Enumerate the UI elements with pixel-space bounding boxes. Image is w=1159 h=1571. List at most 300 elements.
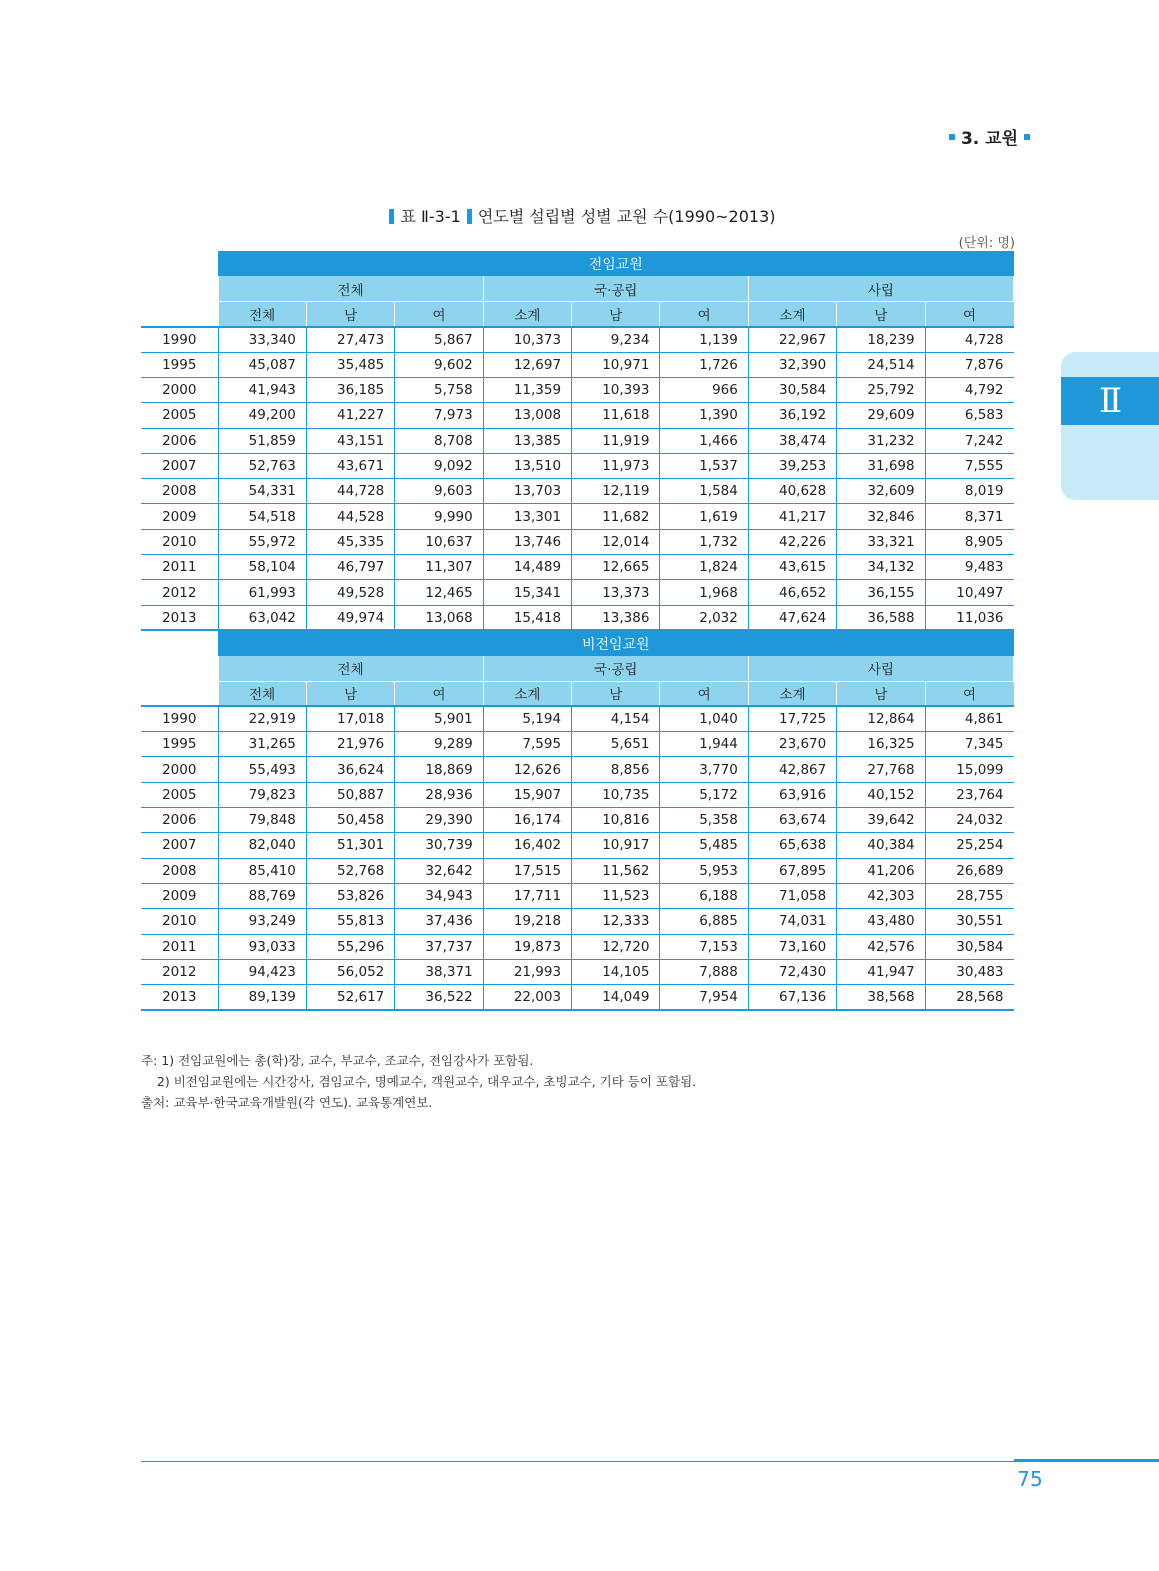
table-row — [141, 858, 1014, 883]
value-cell: 55,493 — [218, 757, 306, 782]
value-cell: 49,974 — [306, 605, 394, 630]
value-cell: 12,864 — [837, 706, 925, 731]
value-cell: 5,172 — [660, 782, 748, 807]
value-cell: 5,358 — [660, 808, 748, 833]
value-cell: 7,555 — [925, 453, 1013, 478]
value-cell: 7,242 — [925, 428, 1013, 453]
value-cell: 46,797 — [306, 555, 394, 580]
value-cell: 1,466 — [660, 428, 748, 453]
table-row — [141, 428, 1014, 453]
year-cell: 2010 — [141, 909, 218, 934]
value-cell: 13,385 — [483, 428, 571, 453]
subgroup-header: 전체 — [218, 656, 483, 681]
year-cell: 2005 — [141, 403, 218, 428]
value-cell: 30,483 — [925, 959, 1013, 984]
value-cell: 36,588 — [837, 605, 925, 630]
value-cell: 30,584 — [925, 934, 1013, 959]
year-cell: 2006 — [141, 428, 218, 453]
value-cell: 34,132 — [837, 555, 925, 580]
value-cell: 25,254 — [925, 833, 1013, 858]
value-cell: 55,813 — [306, 909, 394, 934]
subgroup-row — [141, 656, 1014, 681]
value-cell: 13,386 — [572, 605, 660, 630]
value-cell: 31,232 — [837, 428, 925, 453]
footer-accent-rule — [1014, 1459, 1159, 1462]
value-cell: 1,619 — [660, 504, 748, 529]
value-cell: 27,768 — [837, 757, 925, 782]
value-cell: 41,227 — [306, 403, 394, 428]
value-cell: 16,174 — [483, 808, 571, 833]
square-bullet-icon — [1024, 134, 1030, 140]
value-cell: 2,032 — [660, 605, 748, 630]
title-bar-icon — [467, 209, 472, 224]
value-cell: 51,301 — [306, 833, 394, 858]
subgroup-header: 국·공립 — [483, 276, 748, 301]
value-cell: 63,042 — [218, 605, 306, 630]
table-row — [141, 883, 1014, 908]
column-header-row — [141, 681, 1014, 706]
value-cell: 13,373 — [572, 580, 660, 605]
value-cell: 43,151 — [306, 428, 394, 453]
value-cell: 17,725 — [748, 706, 836, 731]
value-cell: 1,824 — [660, 555, 748, 580]
value-cell: 61,993 — [218, 580, 306, 605]
value-cell: 94,423 — [218, 959, 306, 984]
value-cell: 52,763 — [218, 453, 306, 478]
data-table — [141, 251, 1014, 1011]
value-cell: 39,253 — [748, 453, 836, 478]
table-row — [141, 580, 1014, 605]
page-number: 75 — [1017, 1467, 1043, 1491]
value-cell: 1,390 — [660, 403, 748, 428]
value-cell: 9,483 — [925, 555, 1013, 580]
column-header: 여 — [660, 302, 748, 327]
value-cell: 67,895 — [748, 858, 836, 883]
value-cell: 12,333 — [572, 909, 660, 934]
table-row — [141, 732, 1014, 757]
year-cell: 2011 — [141, 934, 218, 959]
value-cell: 38,568 — [837, 985, 925, 1010]
note-line: 출처: 교육부·한국교육개발원(각 연도). 교육통계연보. — [141, 1095, 433, 1110]
value-cell: 11,523 — [572, 883, 660, 908]
subgroup-header: 전체 — [218, 276, 483, 301]
unit-note: (단위: 명) — [958, 236, 1015, 251]
year-cell: 2007 — [141, 453, 218, 478]
value-cell: 11,359 — [483, 377, 571, 402]
value-cell: 44,528 — [306, 504, 394, 529]
table-row — [141, 605, 1014, 630]
value-cell: 24,514 — [837, 352, 925, 377]
value-cell: 1,968 — [660, 580, 748, 605]
value-cell: 88,769 — [218, 883, 306, 908]
value-cell: 5,758 — [395, 377, 483, 402]
year-cell: 2012 — [141, 959, 218, 984]
value-cell: 3,770 — [660, 757, 748, 782]
value-cell: 5,867 — [395, 327, 483, 352]
column-header: 남 — [572, 302, 660, 327]
value-cell: 18,869 — [395, 757, 483, 782]
value-cell: 22,003 — [483, 985, 571, 1010]
value-cell: 11,973 — [572, 453, 660, 478]
section-title-row — [141, 251, 1014, 276]
table-row — [141, 529, 1014, 554]
value-cell: 11,682 — [572, 504, 660, 529]
year-cell: 2012 — [141, 580, 218, 605]
subgroup-header: 국·공립 — [483, 656, 748, 681]
value-cell: 40,384 — [837, 833, 925, 858]
value-cell: 19,873 — [483, 934, 571, 959]
value-cell: 14,105 — [572, 959, 660, 984]
value-cell: 11,562 — [572, 858, 660, 883]
value-cell: 11,307 — [395, 555, 483, 580]
value-cell: 45,335 — [306, 529, 394, 554]
value-cell: 56,052 — [306, 959, 394, 984]
value-cell: 9,603 — [395, 479, 483, 504]
value-cell: 36,624 — [306, 757, 394, 782]
value-cell: 33,340 — [218, 327, 306, 352]
value-cell: 21,993 — [483, 959, 571, 984]
table-row — [141, 327, 1014, 352]
section-title: 전임교원 — [218, 251, 1014, 276]
table-row — [141, 934, 1014, 959]
value-cell: 11,919 — [572, 428, 660, 453]
value-cell: 30,739 — [395, 833, 483, 858]
section-header — [900, 124, 1030, 149]
value-cell: 37,737 — [395, 934, 483, 959]
value-cell: 41,943 — [218, 377, 306, 402]
value-cell: 9,602 — [395, 352, 483, 377]
column-header: 여 — [660, 681, 748, 706]
value-cell: 32,609 — [837, 479, 925, 504]
column-header: 여 — [925, 681, 1013, 706]
column-header: 소계 — [748, 302, 836, 327]
value-cell: 5,901 — [395, 706, 483, 731]
value-cell: 29,390 — [395, 808, 483, 833]
year-cell: 2000 — [141, 757, 218, 782]
section-title-row — [141, 630, 1014, 655]
value-cell: 5,194 — [483, 706, 571, 731]
chapter-tab-label: Ⅱ — [1061, 377, 1159, 425]
value-cell: 8,905 — [925, 529, 1013, 554]
year-cell: 2005 — [141, 782, 218, 807]
value-cell: 9,289 — [395, 732, 483, 757]
table-row — [141, 833, 1014, 858]
subgroup-row — [141, 276, 1014, 301]
value-cell: 10,393 — [572, 377, 660, 402]
value-cell: 55,296 — [306, 934, 394, 959]
column-header-row — [141, 302, 1014, 327]
year-cell: 2000 — [141, 377, 218, 402]
table-row — [141, 555, 1014, 580]
value-cell: 41,947 — [837, 959, 925, 984]
value-cell: 41,217 — [748, 504, 836, 529]
value-cell: 41,206 — [837, 858, 925, 883]
value-cell: 8,856 — [572, 757, 660, 782]
year-cell: 1990 — [141, 706, 218, 731]
value-cell: 1,732 — [660, 529, 748, 554]
table-row — [141, 479, 1014, 504]
value-cell: 12,720 — [572, 934, 660, 959]
column-header: 여 — [395, 681, 483, 706]
value-cell: 11,618 — [572, 403, 660, 428]
table-row — [141, 403, 1014, 428]
value-cell: 13,510 — [483, 453, 571, 478]
value-cell: 34,943 — [395, 883, 483, 908]
section-title: 비전임교원 — [218, 630, 1014, 655]
value-cell: 82,040 — [218, 833, 306, 858]
value-cell: 10,735 — [572, 782, 660, 807]
year-cell: 1990 — [141, 327, 218, 352]
value-cell: 19,218 — [483, 909, 571, 934]
value-cell: 30,551 — [925, 909, 1013, 934]
table-row — [141, 909, 1014, 934]
value-cell: 72,430 — [748, 959, 836, 984]
value-cell: 23,764 — [925, 782, 1013, 807]
value-cell: 4,861 — [925, 706, 1013, 731]
value-cell: 29,609 — [837, 403, 925, 428]
table-row — [141, 706, 1014, 731]
value-cell: 32,390 — [748, 352, 836, 377]
value-cell: 28,568 — [925, 985, 1013, 1010]
value-cell: 22,919 — [218, 706, 306, 731]
value-cell: 6,188 — [660, 883, 748, 908]
value-cell: 53,826 — [306, 883, 394, 908]
value-cell: 966 — [660, 377, 748, 402]
value-cell: 42,303 — [837, 883, 925, 908]
column-header: 남 — [837, 681, 925, 706]
table-row — [141, 453, 1014, 478]
table-title-prefix: 표 Ⅱ-3-1 — [400, 207, 461, 226]
subgroup-header: 사립 — [748, 656, 1013, 681]
blank-cell — [141, 276, 218, 301]
value-cell: 7,595 — [483, 732, 571, 757]
column-header: 전체 — [218, 302, 306, 327]
year-cell: 2006 — [141, 808, 218, 833]
value-cell: 38,371 — [395, 959, 483, 984]
value-cell: 32,642 — [395, 858, 483, 883]
value-cell: 46,652 — [748, 580, 836, 605]
value-cell: 79,848 — [218, 808, 306, 833]
table-row — [141, 377, 1014, 402]
value-cell: 49,528 — [306, 580, 394, 605]
year-cell: 2009 — [141, 504, 218, 529]
value-cell: 40,628 — [748, 479, 836, 504]
section-title: 3. 교원 — [960, 129, 1018, 149]
value-cell: 1,944 — [660, 732, 748, 757]
value-cell: 58,104 — [218, 555, 306, 580]
value-cell: 85,410 — [218, 858, 306, 883]
column-header: 소계 — [483, 302, 571, 327]
value-cell: 44,728 — [306, 479, 394, 504]
value-cell: 50,458 — [306, 808, 394, 833]
year-cell: 1995 — [141, 732, 218, 757]
value-cell: 42,867 — [748, 757, 836, 782]
value-cell: 79,823 — [218, 782, 306, 807]
value-cell: 8,371 — [925, 504, 1013, 529]
value-cell: 55,972 — [218, 529, 306, 554]
value-cell: 35,485 — [306, 352, 394, 377]
value-cell: 9,234 — [572, 327, 660, 352]
value-cell: 93,249 — [218, 909, 306, 934]
value-cell: 12,626 — [483, 757, 571, 782]
value-cell: 7,876 — [925, 352, 1013, 377]
value-cell: 28,936 — [395, 782, 483, 807]
value-cell: 43,480 — [837, 909, 925, 934]
blank-cell — [141, 251, 218, 276]
column-header: 남 — [572, 681, 660, 706]
value-cell: 7,973 — [395, 403, 483, 428]
value-cell: 12,465 — [395, 580, 483, 605]
value-cell: 12,014 — [572, 529, 660, 554]
value-cell: 10,497 — [925, 580, 1013, 605]
value-cell: 9,092 — [395, 453, 483, 478]
value-cell: 10,971 — [572, 352, 660, 377]
year-cell: 2013 — [141, 605, 218, 630]
value-cell: 13,301 — [483, 504, 571, 529]
value-cell: 50,887 — [306, 782, 394, 807]
value-cell: 32,846 — [837, 504, 925, 529]
column-header: 전체 — [218, 681, 306, 706]
value-cell: 12,697 — [483, 352, 571, 377]
value-cell: 14,049 — [572, 985, 660, 1010]
value-cell: 36,522 — [395, 985, 483, 1010]
value-cell: 42,226 — [748, 529, 836, 554]
year-cell: 2007 — [141, 833, 218, 858]
value-cell: 5,651 — [572, 732, 660, 757]
value-cell: 4,792 — [925, 377, 1013, 402]
value-cell: 71,058 — [748, 883, 836, 908]
value-cell: 15,099 — [925, 757, 1013, 782]
value-cell: 30,584 — [748, 377, 836, 402]
notes — [141, 1050, 696, 1113]
value-cell: 17,515 — [483, 858, 571, 883]
value-cell: 13,008 — [483, 403, 571, 428]
value-cell: 89,139 — [218, 985, 306, 1010]
value-cell: 26,689 — [925, 858, 1013, 883]
subgroup-header: 사립 — [748, 276, 1013, 301]
value-cell: 24,032 — [925, 808, 1013, 833]
value-cell: 49,200 — [218, 403, 306, 428]
value-cell: 93,033 — [218, 934, 306, 959]
value-cell: 40,152 — [837, 782, 925, 807]
value-cell: 36,192 — [748, 403, 836, 428]
table-row — [141, 985, 1014, 1010]
year-cell: 2011 — [141, 555, 218, 580]
table-row — [141, 959, 1014, 984]
blank-cell — [141, 681, 218, 706]
value-cell: 31,698 — [837, 453, 925, 478]
value-cell: 6,583 — [925, 403, 1013, 428]
year-cell: 2013 — [141, 985, 218, 1010]
value-cell: 52,768 — [306, 858, 394, 883]
value-cell: 42,576 — [837, 934, 925, 959]
column-header: 소계 — [748, 681, 836, 706]
value-cell: 22,967 — [748, 327, 836, 352]
value-cell: 11,036 — [925, 605, 1013, 630]
value-cell: 16,402 — [483, 833, 571, 858]
value-cell: 9,990 — [395, 504, 483, 529]
value-cell: 36,185 — [306, 377, 394, 402]
value-cell: 10,373 — [483, 327, 571, 352]
table-title — [0, 204, 1159, 227]
blank-cell — [141, 630, 218, 655]
value-cell: 16,325 — [837, 732, 925, 757]
value-cell: 25,792 — [837, 377, 925, 402]
value-cell: 18,239 — [837, 327, 925, 352]
year-cell: 2008 — [141, 479, 218, 504]
value-cell: 13,703 — [483, 479, 571, 504]
value-cell: 5,953 — [660, 858, 748, 883]
year-cell: 2009 — [141, 883, 218, 908]
value-cell: 15,907 — [483, 782, 571, 807]
year-cell: 2010 — [141, 529, 218, 554]
value-cell: 54,518 — [218, 504, 306, 529]
value-cell: 45,087 — [218, 352, 306, 377]
value-cell: 54,331 — [218, 479, 306, 504]
value-cell: 8,708 — [395, 428, 483, 453]
value-cell: 65,638 — [748, 833, 836, 858]
title-bar-icon — [389, 209, 394, 224]
value-cell: 12,665 — [572, 555, 660, 580]
value-cell: 4,154 — [572, 706, 660, 731]
value-cell: 21,976 — [306, 732, 394, 757]
chapter-tab — [1061, 352, 1159, 500]
value-cell: 7,888 — [660, 959, 748, 984]
value-cell: 15,341 — [483, 580, 571, 605]
table-title-text: 연도별 설립별 성별 교원 수(1990~2013) — [477, 207, 776, 226]
value-cell: 10,917 — [572, 833, 660, 858]
value-cell: 17,711 — [483, 883, 571, 908]
column-header: 남 — [837, 302, 925, 327]
table-row — [141, 757, 1014, 782]
note-line: 2) 비전임교원에는 시간강사, 겸임교수, 명예교수, 객원교수, 대우교수, 초빙교수, 기타 등이 포함됨. — [141, 1074, 697, 1089]
value-cell: 31,265 — [218, 732, 306, 757]
value-cell: 1,584 — [660, 479, 748, 504]
square-bullet-icon — [949, 134, 955, 140]
value-cell: 33,321 — [837, 529, 925, 554]
value-cell: 4,728 — [925, 327, 1013, 352]
value-cell: 8,019 — [925, 479, 1013, 504]
value-cell: 63,916 — [748, 782, 836, 807]
value-cell: 67,136 — [748, 985, 836, 1010]
column-header: 소계 — [483, 681, 571, 706]
value-cell: 17,018 — [306, 706, 394, 731]
value-cell: 63,674 — [748, 808, 836, 833]
blank-cell — [141, 302, 218, 327]
value-cell: 13,746 — [483, 529, 571, 554]
value-cell: 36,155 — [837, 580, 925, 605]
value-cell: 28,755 — [925, 883, 1013, 908]
year-cell: 2008 — [141, 858, 218, 883]
table-row — [141, 782, 1014, 807]
footer-rule — [141, 1461, 1159, 1462]
value-cell: 43,671 — [306, 453, 394, 478]
value-cell: 43,615 — [748, 555, 836, 580]
value-cell: 5,485 — [660, 833, 748, 858]
value-cell: 1,537 — [660, 453, 748, 478]
value-cell: 7,345 — [925, 732, 1013, 757]
value-cell: 14,489 — [483, 555, 571, 580]
value-cell: 38,474 — [748, 428, 836, 453]
table-row — [141, 352, 1014, 377]
value-cell: 10,637 — [395, 529, 483, 554]
value-cell: 13,068 — [395, 605, 483, 630]
value-cell: 23,670 — [748, 732, 836, 757]
year-cell: 1995 — [141, 352, 218, 377]
value-cell: 10,816 — [572, 808, 660, 833]
note-line: 주: 1) 전임교원에는 총(학)장, 교수, 부교수, 조교수, 전임강사가 포함됨. — [141, 1053, 534, 1068]
column-header: 여 — [395, 302, 483, 327]
